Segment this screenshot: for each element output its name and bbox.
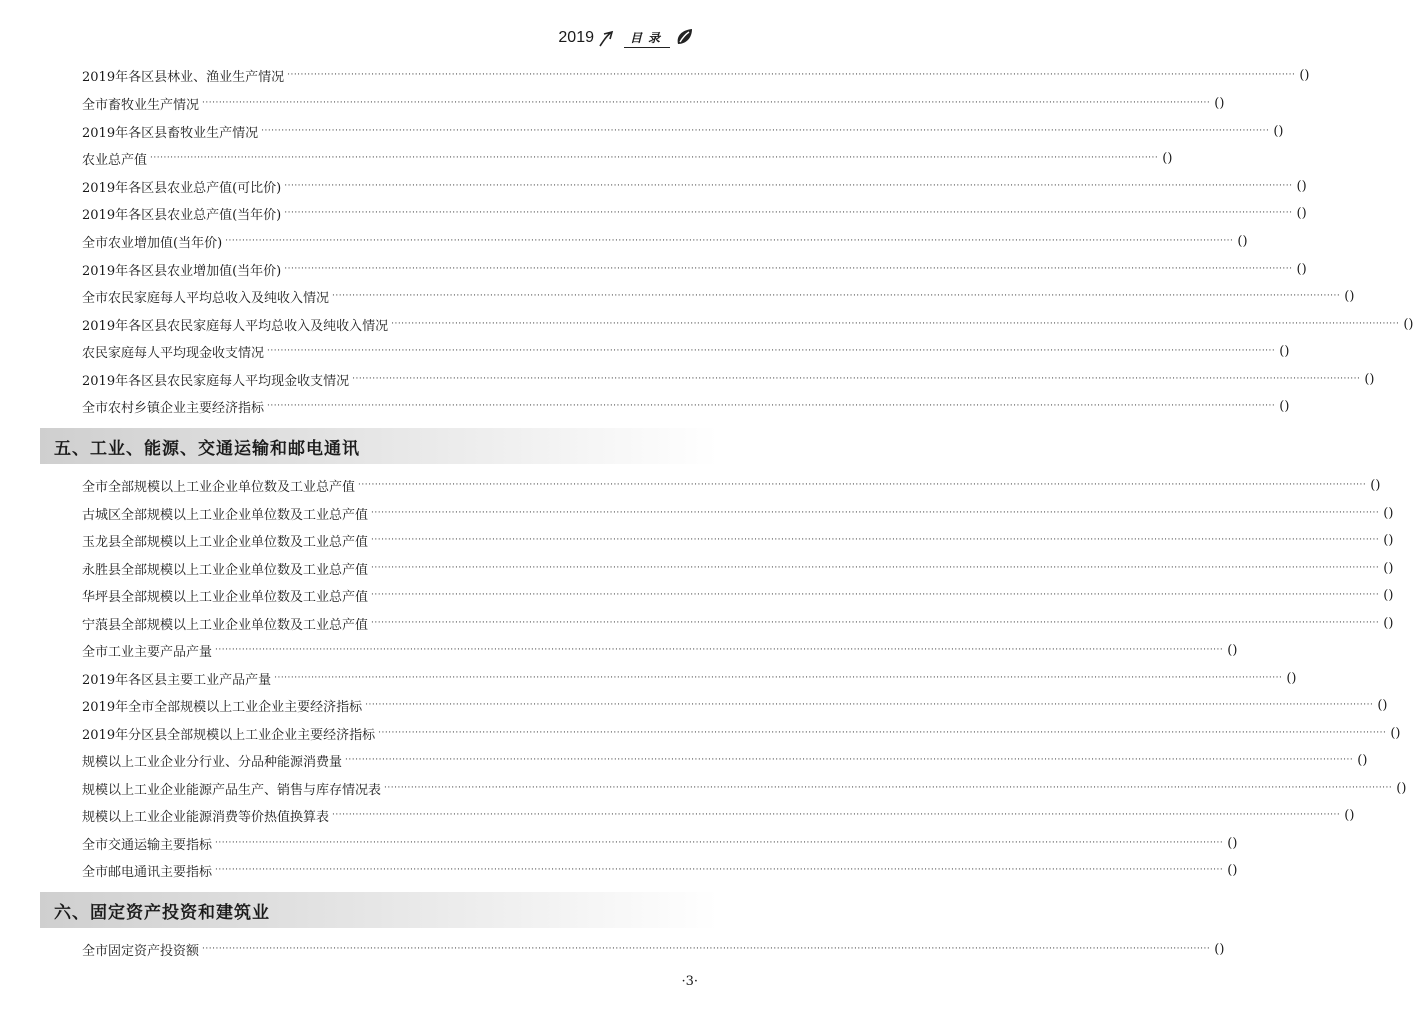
toc-entry[interactable] — [82, 313, 1414, 335]
toc-entry-page: () — [1296, 261, 1307, 277]
toc-entry-page: () — [1377, 697, 1388, 713]
leader-dots: ············································································································································································································································································································ — [215, 645, 1224, 655]
toc-entry[interactable] — [82, 92, 1225, 114]
toc-entry[interactable] — [82, 584, 1394, 606]
toc-entry-page: () — [1296, 178, 1307, 194]
leader-dots: ············································································································································································································································································································ — [332, 291, 1341, 301]
toc-entry-page: () — [1286, 670, 1297, 686]
toc-entry-page: () — [1214, 95, 1225, 111]
leader-dots: ············································································································································································································································································································ — [287, 70, 1296, 80]
section-heading-6: 六、固定资产投资和建筑业 — [40, 892, 718, 928]
leader-dots: ············································································································································································································································································································ — [150, 153, 1159, 163]
toc-entry-title: 全市农民家庭每人平均总收入及纯收入情况 — [82, 290, 330, 306]
leader-dots: ············································································································································································································································································································ — [358, 480, 1367, 490]
leader-dots: ············································································································································································································································································································ — [267, 401, 1276, 411]
toc-entry-title: 2019年各区县农民家庭每人平均总收入及纯收入情况 — [82, 318, 389, 334]
swoosh-decoration-icon — [598, 30, 620, 48]
leader-dots: ············································································································································································································································································································ — [202, 944, 1211, 954]
toc-entry-title: 2019年各区县农业总产值(可比价) — [82, 180, 282, 196]
leader-dots: ············································································································································································································································································································ — [371, 618, 1380, 628]
toc-entry-page: () — [1390, 725, 1401, 741]
toc-entry-title: 全市工业主要产品产量 — [82, 644, 213, 660]
toc-entry-page: () — [1383, 587, 1394, 603]
toc-entry-page: () — [1396, 780, 1407, 796]
toc-entry-page: () — [1214, 941, 1225, 957]
toc-entry-page: () — [1227, 642, 1238, 658]
toc-entry[interactable] — [82, 639, 1238, 661]
toc-entry-page: () — [1279, 398, 1290, 414]
toc-entry-title: 2019年各区县农业总产值(当年价) — [82, 207, 282, 223]
header-year: 2019 — [558, 29, 594, 46]
leader-dots: ············································································································································································································································································································ — [365, 700, 1374, 710]
toc-entry-title: 全市农村乡镇企业主要经济指标 — [82, 400, 265, 416]
toc-entry-page: () — [1403, 316, 1414, 332]
toc-entry-title: 华坪县全部规模以上工业企业单位数及工业总产值 — [82, 589, 369, 605]
leader-dots: ············································································································································································································································································································ — [215, 838, 1224, 848]
leader-dots: ············································································································································································································································································································ — [261, 126, 1270, 136]
leader-dots: ············································································································································································································································································································ — [284, 208, 1293, 218]
toc-entry-page: () — [1296, 205, 1307, 221]
toc-entry[interactable] — [82, 804, 1355, 826]
toc-entry[interactable] — [82, 667, 1297, 689]
toc-entry-page: () — [1162, 150, 1173, 166]
toc-entry-title: 玉龙县全部规模以上工业企业单位数及工业总产值 — [82, 534, 369, 550]
toc-entry-page: () — [1299, 67, 1310, 83]
toc-entry[interactable] — [82, 395, 1290, 417]
toc-entry-page: () — [1370, 477, 1381, 493]
section-heading-5: 五、工业、能源、交通运输和邮电通讯 — [40, 428, 718, 464]
toc-entry[interactable] — [82, 694, 1388, 716]
leader-dots: ············································································································································································································································································································ — [378, 728, 1387, 738]
toc-entry[interactable] — [82, 474, 1381, 496]
toc-entry-title: 全市固定资产投资额 — [82, 943, 200, 959]
toc-entry-page: () — [1227, 835, 1238, 851]
toc-entry[interactable] — [82, 722, 1401, 744]
leader-dots: ············································································································································································································································································································ — [267, 346, 1276, 356]
toc-entry-title: 2019年全市全部规模以上工业企业主要经济指标 — [82, 699, 363, 715]
toc-entry-title: 规模以上工业企业能源消费等价热值换算表 — [82, 809, 330, 825]
page-number: ·3· — [681, 974, 698, 989]
toc-entry-title: 2019年各区县林业、渔业生产情况 — [82, 69, 285, 85]
leader-dots: ············································································································································································································································································································ — [384, 783, 1393, 793]
toc-entry[interactable] — [82, 502, 1394, 524]
toc-entry[interactable] — [82, 859, 1238, 881]
toc-entry-title: 2019年各区县主要工业产品产量 — [82, 672, 272, 688]
leader-dots: ············································································································································································································································································································ — [284, 181, 1293, 191]
leader-dots: ············································································································································································································································································································ — [371, 563, 1380, 573]
toc-entry-page: () — [1237, 233, 1248, 249]
toc-entry[interactable] — [82, 832, 1238, 854]
toc-entry-page: () — [1383, 615, 1394, 631]
leader-dots: ············································································································································································································································································································ — [274, 673, 1283, 683]
toc-entry-page: () — [1344, 807, 1355, 823]
toc-entry[interactable] — [82, 368, 1375, 390]
toc-entry[interactable] — [82, 612, 1394, 634]
toc-entry-page: () — [1279, 343, 1290, 359]
header-title: 目录 — [624, 30, 670, 48]
toc-entry-title: 宁蒗县全部规模以上工业企业单位数及工业总产值 — [82, 617, 369, 633]
leader-dots: ············································································································································································································································································································ — [371, 535, 1380, 545]
toc-entry[interactable] — [82, 529, 1394, 551]
toc-entry[interactable] — [82, 938, 1225, 960]
leaf-logo-icon — [674, 26, 696, 48]
toc-entry-title: 2019年各区县农民家庭每人平均现金收支情况 — [82, 373, 350, 389]
toc-entry[interactable] — [82, 777, 1407, 799]
toc-entry-title: 全市邮电通讯主要指标 — [82, 864, 213, 880]
toc-entry-title: 2019年各区县畜牧业生产情况 — [82, 125, 259, 141]
toc-entry-page: () — [1273, 123, 1284, 139]
toc-entry-title: 全市全部规模以上工业企业单位数及工业总产值 — [82, 479, 356, 495]
toc-entry-page: () — [1357, 752, 1368, 768]
toc-entry-title: 全市畜牧业生产情况 — [82, 97, 200, 113]
leader-dots: ············································································································································································································································································································ — [371, 590, 1380, 600]
toc-entry-title: 2019年分区县全部规模以上工业企业主要经济指标 — [82, 727, 376, 743]
leader-dots: ············································································································································································································································································································ — [215, 865, 1224, 875]
leader-dots: ············································································································································································································································································································ — [371, 508, 1380, 518]
toc-entry-title: 规模以上工业企业分行业、分品种能源消费量 — [82, 754, 343, 770]
toc-entry-page: () — [1383, 505, 1394, 521]
toc-entry-title: 永胜县全部规模以上工业企业单位数及工业总产值 — [82, 562, 369, 578]
leader-dots: ············································································································································································································································································································ — [352, 374, 1361, 384]
toc-entry[interactable] — [82, 749, 1368, 771]
toc-entry-page: () — [1383, 532, 1394, 548]
toc-entry-title: 农民家庭每人平均现金收支情况 — [82, 345, 265, 361]
toc-entry[interactable] — [82, 64, 1310, 86]
toc-entry-page: () — [1383, 560, 1394, 576]
leader-dots: ············································································································································································································································································································ — [225, 236, 1234, 246]
toc-entry[interactable] — [82, 175, 1307, 197]
toc-entry[interactable] — [82, 340, 1290, 362]
toc-entry-page: () — [1227, 862, 1238, 878]
toc-entry-title: 2019年各区县农业增加值(当年价) — [82, 263, 282, 279]
running-header — [558, 20, 696, 48]
toc-entry[interactable] — [82, 258, 1307, 280]
toc-entry-title: 农业总产值 — [82, 152, 148, 168]
toc-entry[interactable] — [82, 285, 1355, 307]
leader-dots: ············································································································································································································································································································ — [391, 319, 1400, 329]
leader-dots: ············································································································································································································································································································ — [345, 755, 1354, 765]
toc-entry-title: 全市农业增加值(当年价) — [82, 235, 223, 251]
toc-entry[interactable] — [82, 147, 1173, 169]
toc-entry[interactable] — [82, 202, 1307, 224]
toc-entry-title: 规模以上工业企业能源产品生产、销售与库存情况表 — [82, 782, 382, 798]
toc-entry[interactable] — [82, 120, 1284, 142]
toc-entry-page: () — [1344, 288, 1355, 304]
toc-entry-page: () — [1364, 371, 1375, 387]
toc-entry[interactable] — [82, 230, 1248, 252]
toc-entry-title: 全市交通运输主要指标 — [82, 837, 213, 853]
leader-dots: ············································································································································································································································································································ — [284, 264, 1293, 274]
leader-dots: ············································································································································································································································································································ — [202, 98, 1211, 108]
toc-entry-title: 古城区全部规模以上工业企业单位数及工业总产值 — [82, 507, 369, 523]
leader-dots: ············································································································································································································································································································ — [332, 810, 1341, 820]
toc-entry[interactable] — [82, 557, 1394, 579]
